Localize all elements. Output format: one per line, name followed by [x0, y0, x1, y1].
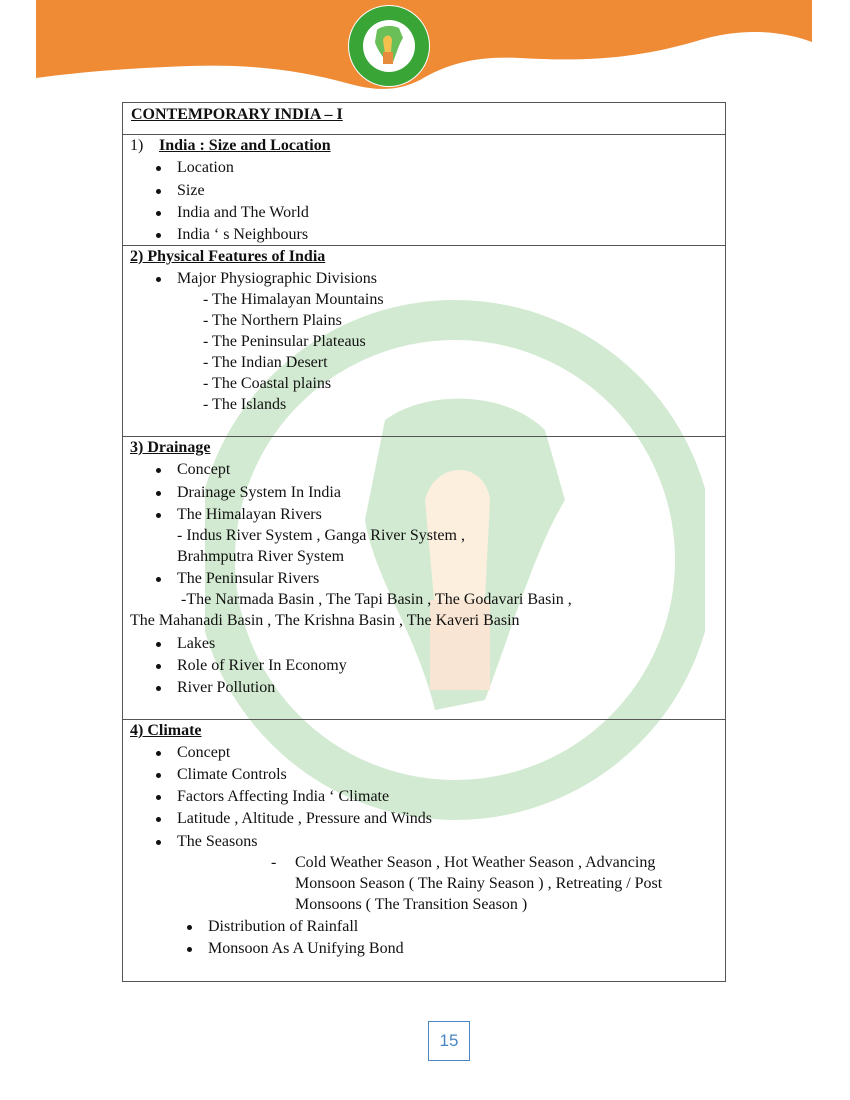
list-item: Concept [177, 742, 230, 764]
list-item: India and The World [177, 202, 309, 224]
sub-item: - The Northern Plains [203, 312, 342, 329]
list-item: Size [177, 180, 205, 202]
sub-item: Monsoons ( The Transition Season ) [295, 896, 528, 913]
section-heading: India : Size and Location [159, 137, 331, 154]
page-title: CONTEMPORARY INDIA – I [131, 106, 343, 123]
sub-item: Monsoon Season ( The Rainy Season ) , Retreating / Post [295, 875, 663, 892]
list-item: India ‘ s Neighbours [177, 224, 308, 246]
section-physical-features [122, 245, 726, 436]
syllabus-table [122, 102, 726, 982]
sub-item: - The Coastal plains [203, 375, 332, 392]
sub-item: Cold Weather Season , Hot Weather Season , Advancing [295, 854, 656, 871]
list-item: Factors Affecting India ‘ Climate [177, 786, 389, 808]
board-logo [347, 4, 431, 88]
list-item: Latitude , Altitude , Pressure and Winds [177, 808, 432, 830]
list-item: River Pollution [177, 677, 275, 699]
list-item: Lakes [177, 633, 215, 655]
sub-item: - The Himalayan Mountains [203, 291, 384, 308]
list-item: Drainage System In India [177, 482, 341, 504]
list-item: The Himalayan Rivers [177, 504, 322, 526]
list-item: Location [177, 157, 234, 179]
section-heading: 2) Physical Features of India [130, 248, 326, 265]
sub-item: - Indus River System , Ganga River System , [177, 527, 465, 544]
sub-item: - The Peninsular Plateaus [203, 333, 366, 350]
title-row [122, 102, 726, 134]
list-item: The Seasons [177, 831, 257, 853]
list-item: Monsoon As A Unifying Bond [208, 938, 404, 960]
list-item: Distribution of Rainfall [208, 916, 358, 938]
sub-item: - The Islands [203, 396, 287, 413]
list-item: Major Physiographic Divisions [177, 268, 377, 290]
list-item: Role of River In Economy [177, 655, 347, 677]
section-number: 1) [130, 137, 144, 154]
sub-item: Brahmputra River System [177, 548, 345, 565]
list-item: Climate Controls [177, 764, 287, 786]
section-climate [122, 719, 726, 982]
sub-item: - The Indian Desert [203, 354, 328, 371]
list-item: Concept [177, 459, 230, 481]
section-heading: 4) Climate [130, 722, 202, 739]
sub-item: The Mahanadi Basin , The Krishna Basin , The Kaveri Basin [130, 612, 520, 629]
section-size-location [122, 134, 726, 245]
section-drainage [122, 436, 726, 719]
section-heading: 3) Drainage [130, 439, 211, 456]
sub-item: -The Narmada Basin , The Tapi Basin , The Godavari Basin , [181, 591, 572, 608]
page-number: 15 [428, 1021, 470, 1061]
dash-marker: - [271, 854, 277, 871]
list-item: The Peninsular Rivers [177, 568, 319, 590]
